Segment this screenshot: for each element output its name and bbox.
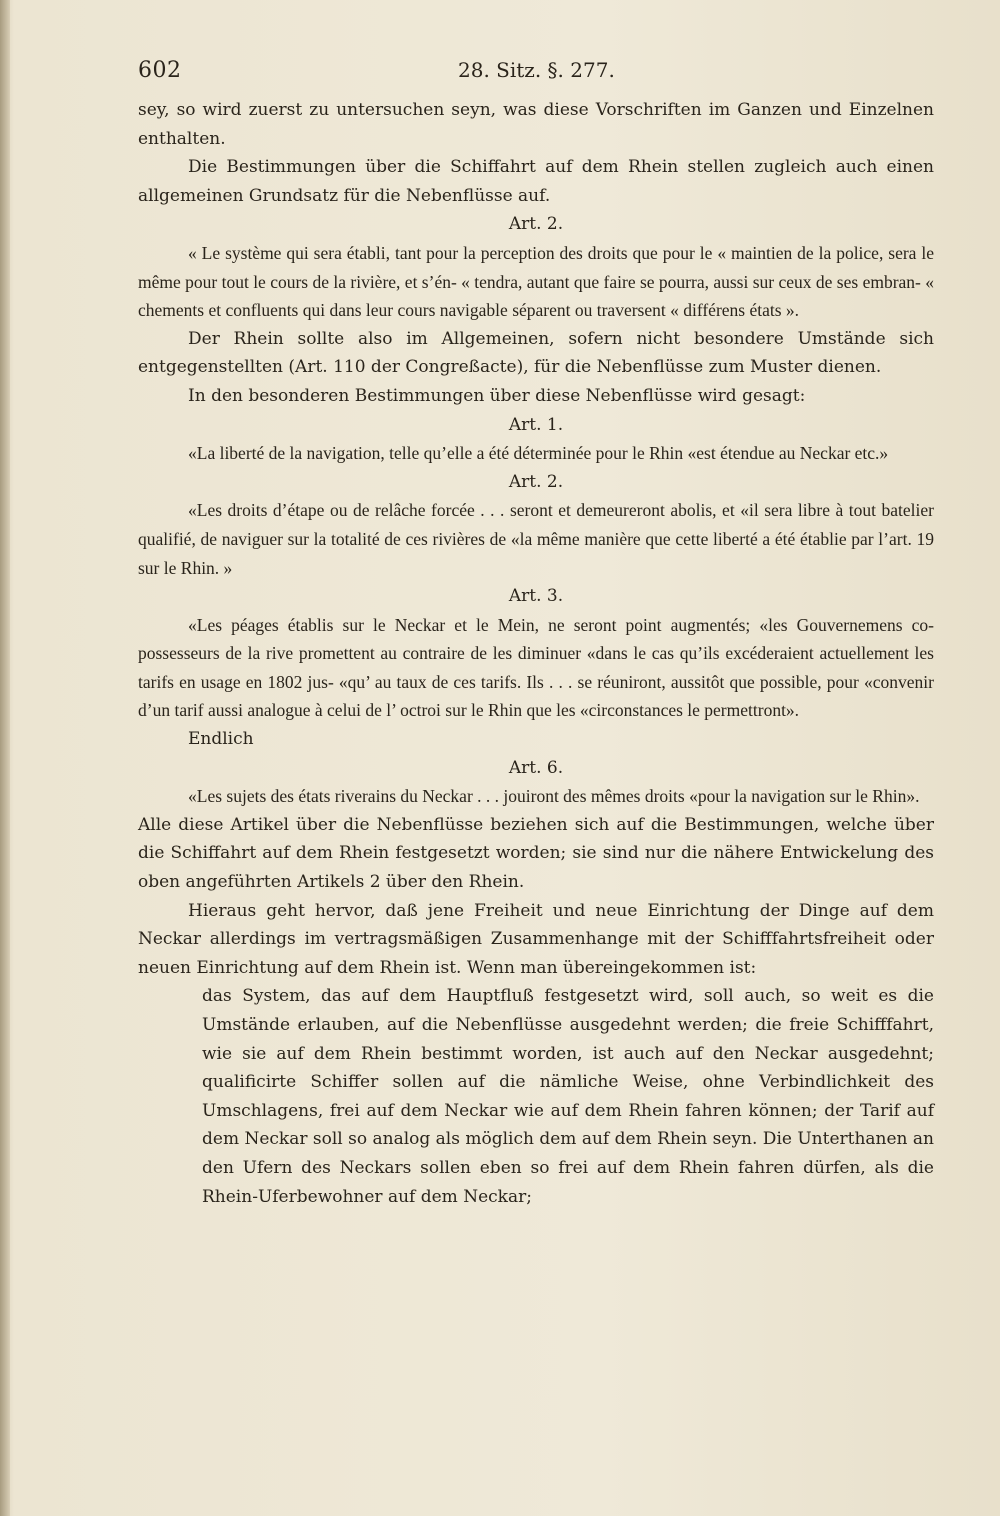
french-quote: «Les péages établis sur le Neckar et le Mein, ne seront point augmentés; «les Gouvernemens co-possesseurs de la rive promettent au contraire de les diminuer «dans le cas qu’ils excéderaient actuellement les tarifs en usage en 1802 jus- «qu’ au taux de ces tarifs. Ils . . . se réuniront, aussitôt que possible, pour «convenir d’un tarif aussi analogue à celui de l’ octroi sur le Rhin que les «circonstances le permettront». bbox=[138, 614, 934, 721]
paragraph-rhine-rules: Die Bestimmungen über die Schiffahrt auf dem Rhein stellen zugleich auch einen allgemeinen Grundsatz für die Nebenflüsse auf. bbox=[138, 157, 934, 206]
paragraph-finally: Endlich bbox=[188, 729, 254, 750]
french-quote: «Les sujets des états riverains du Neckar . . . jouiront des mêmes droits «pour la navigation sur le Rhin». bbox=[188, 786, 920, 807]
article-heading: Art. 3. bbox=[508, 586, 564, 607]
page-body bbox=[138, 96, 934, 1211]
article-heading: Art. 2. bbox=[508, 471, 564, 492]
french-quote: «Les droits d’étape ou de relâche forcée . . . seront et demeureront abolis, et «il sera libre à tout batelier qualifié, de naviguer sur la totalité de ces rivières de «la même manière que cette liberté a été établie par l’art. 19 sur le Rhin. » bbox=[138, 500, 934, 578]
article-heading: Art. 1. bbox=[508, 414, 564, 435]
running-head: 28. Sitz. §. 277. bbox=[458, 58, 615, 82]
article-heading: Art. 6. bbox=[508, 757, 564, 778]
paragraph-special-rules: In den besonderen Bestimmungen über diese Nebenflüsse wird gesagt: bbox=[188, 385, 806, 406]
paragraph-intro: sey, so wird zuerst zu untersuchen seyn, was diese Vorschriften im Ganzen und Einzelnen enthalten. bbox=[138, 100, 934, 149]
paragraph-summary: das System, das auf dem Hauptfluß festgesetzt wird, soll auch, so weit es die Umstände erlauben, auf die Nebenflüsse ausgedehnt werden; die freie Schifffahrt, wie sie auf dem Rhein bestimmt worden, ist auch auf den Neckar ausgedehnt; qualificirte Schiffer sollen auf die nämliche Weise, ohne Verbindlichkeit des Umschlagens, frei auf dem Neckar wie auf dem Rhein fahren können; der Tarif auf dem Neckar soll so analog als möglich dem auf dem Rhein seyn. Die Unterthanen an den Ufern des Neckars sollen eben so frei auf dem Rhein fahren dürfen, als die Rhein-Uferbewohner auf dem Neckar; bbox=[202, 986, 934, 1207]
article-heading: Art. 2. bbox=[508, 214, 564, 235]
binding-gutter bbox=[0, 0, 10, 1516]
page-number: 602 bbox=[138, 58, 182, 83]
french-quote: «La liberté de la navigation, telle qu’elle a été déterminée pour le Rhin «est étendue au Neckar etc.» bbox=[188, 443, 889, 464]
paragraph-model: Der Rhein sollte also im Allgemeinen, sofern nicht besondere Umstände sich entgegenstellten (Art. 110 der Congreßacte), für die Nebenflüsse zum Muster dienen. bbox=[138, 328, 934, 378]
indented-summary bbox=[202, 982, 934, 1211]
french-quote: « Le système qui sera établi, tant pour la perception des droits que pour le « maintien de la police, sera le même pour tout le cours de la rivière, et s’én- « tendra, autant que faire se pourra, aussi sur ceux de ses embran- « chements et confluents qui dans leur cours navigable séparent ou traversent « différens états ». bbox=[138, 242, 934, 321]
paragraph-articles: Alle diese Artikel über die Nebenflüsse beziehen sich auf die Bestimmungen, welche über die Schiffahrt auf dem Rhein festgesetzt worden; sie sind nur die nähere Entwickelung des oben angeführten Artikels 2 über den Rhein. bbox=[138, 814, 934, 893]
page-header bbox=[138, 58, 934, 88]
paragraph-conclusion: Hieraus geht hervor, daß jene Freiheit und neue Einrichtung der Dinge auf dem Neckar allerdings im vertragsmäßigen Zusammenhange mit der Schifffahrtsfreiheit oder neuen Einrichtung auf dem Rhein ist. Wenn man übereingekommen ist: bbox=[138, 900, 934, 978]
